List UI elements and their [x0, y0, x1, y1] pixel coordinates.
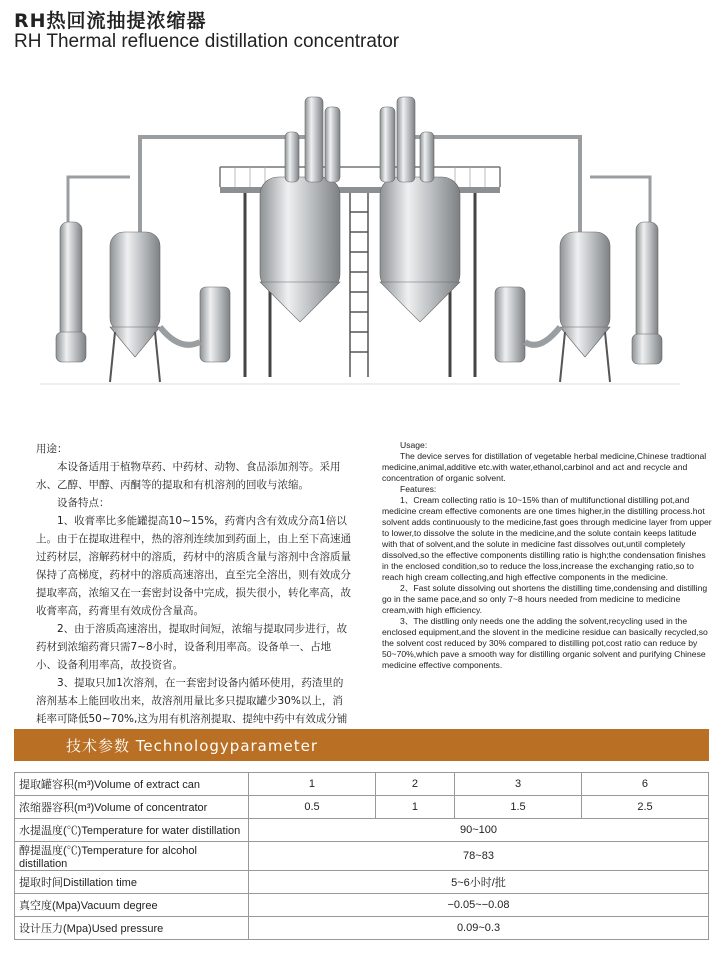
usage-heading-en: Usage: [400, 440, 428, 450]
feature-2-en: 2、Fast solute dissolving out shortens the distilling time,condensing and distilling go in the same pace,and so only 7~8 hours needed from medicine to medicine cream,with high efficiency. [382, 583, 708, 615]
row-label: 设计压力(Mpa)Used pressure [15, 917, 249, 940]
table-cell: 2.5 [581, 796, 708, 819]
parameter-table [14, 772, 709, 940]
usage-text-en: The device serves for distillation of vegetable herbal medicine,Chinese tradtional medicine,animal,additive etc.with water,ethanol,carbinol and act and recycle and concentration of organic solvent. [382, 451, 707, 483]
description-chinese [36, 440, 352, 746]
table-row [15, 917, 709, 940]
table-cell: 2 [375, 773, 454, 796]
table-row [15, 842, 709, 871]
technology-parameter-banner [14, 729, 709, 761]
table-cell: 3 [455, 773, 582, 796]
feature-2-cn: 2、由于溶质高速溶出，提取时间短，浓缩与提取同步进行，故药材到浓缩药膏只需7~8小时，设备利用率高。设备单一、占地小、设备利用率高，故投资省。 [36, 623, 348, 671]
table-cell: 1.5 [455, 796, 582, 819]
table-cell: 78~83 [249, 842, 709, 871]
table-row [15, 894, 709, 917]
title-chinese: RH热回流抽提浓缩器 [14, 10, 207, 32]
table-row [15, 796, 709, 819]
row-label: 醇提温度(℃)Temperature for alcohol distillation [15, 842, 249, 871]
features-heading-en: Features: [400, 484, 437, 494]
section-title: 技术参数 Technologyparameter [66, 737, 318, 755]
feature-1-cn: 1、收膏率比多能罐提高10~15%，药膏内含有效成分高1倍以上。由于在提取进程中，热的溶剂连续加到药面上，由上至下高速通过药材层，溶解药材中的溶质，药材中的溶质含量与溶剂中含溶质量保持了高梯度，药材中的溶质高速溶出，直至完全溶出，则有效成分提取率高，浓缩又在一套密封设备中完成，损失很小，转化率高，故收膏率高，药膏里有效成份含量高。 [36, 515, 351, 617]
table-row [15, 773, 709, 796]
row-label: 真空度(Mpa)Vacuum degree [15, 894, 249, 917]
table-cell: 90~100 [249, 819, 709, 842]
table-row [15, 871, 709, 894]
table-cell: 0.5 [249, 796, 376, 819]
feature-3-en: 3、The distlling only needs one the adding the solvent,recycling used in the enclosed equipment,and the slovent in the medicine residue can basically recycled,so the solvent cost reduced by 30% compared to distilling pot,cost ratio can reduce by 50~70%,which pave a smooth way for distilling organic solvent and purifying Chinese medicine effective components. [382, 616, 708, 670]
usage-text-cn: 本设备适用于植物草药、中药材、动物、食品添加剂等。采用水、乙醇、甲醇、丙酮等的提取和有机溶剂的回收与浓缩。 [36, 461, 341, 491]
feature-3-cn: 3、提取只加1次溶剂，在一套密封设备内循环使用，药渣里的溶剂基本上能回收出来，故溶剂用量比多只提取罐少30%以上，消耗率可降低50~70%,这为用有机溶剂提取、提纯中药中有效成分铺 [36, 677, 348, 725]
title-english: RH Thermal refluence distillation concentrator [14, 31, 400, 52]
table-cell: 1 [249, 773, 376, 796]
features-heading-cn: 设备特点： [57, 497, 110, 509]
row-label: 提取罐容积(m³)Volume of extract can [15, 773, 249, 796]
table-cell: −0.05~−0.08 [249, 894, 709, 917]
equipment-illustration [20, 72, 700, 422]
table-cell: 6 [581, 773, 708, 796]
usage-heading-cn: 用途： [36, 443, 68, 455]
row-label: 水提温度(℃)Temperature for water distillation [15, 819, 249, 842]
table-row [15, 819, 709, 842]
description-english [382, 440, 712, 671]
table-cell: 1 [375, 796, 454, 819]
table-cell: 0.09~0.3 [249, 917, 709, 940]
feature-1-en: 1、Cream collecting ratio is 10~15% than of multifunctional distilling pot,and medicine cream effective comonents are one times higher,in the distilling process.hot solvent adds continuously to the medicine,fast goes through medicine layer from upper to lower,to dissolve the solute in the medicine,and the solute contain keeps latitude with that of solvent,and the solute in medicine fast dissolves out,until completely dissolved,so the effective components distilling ratio is high;the condensation finishes in the enclosed condition,so to reduce the loss,increase the exchanging ratio,so to reach high cream collecting,and high effective components in the medicine. [382, 495, 712, 582]
row-label: 提取时间Distillation time [15, 871, 249, 894]
row-label: 浓缩器容积(m³)Volume of concentrator [15, 796, 249, 819]
table-cell: 5~6小时/批 [249, 871, 709, 894]
